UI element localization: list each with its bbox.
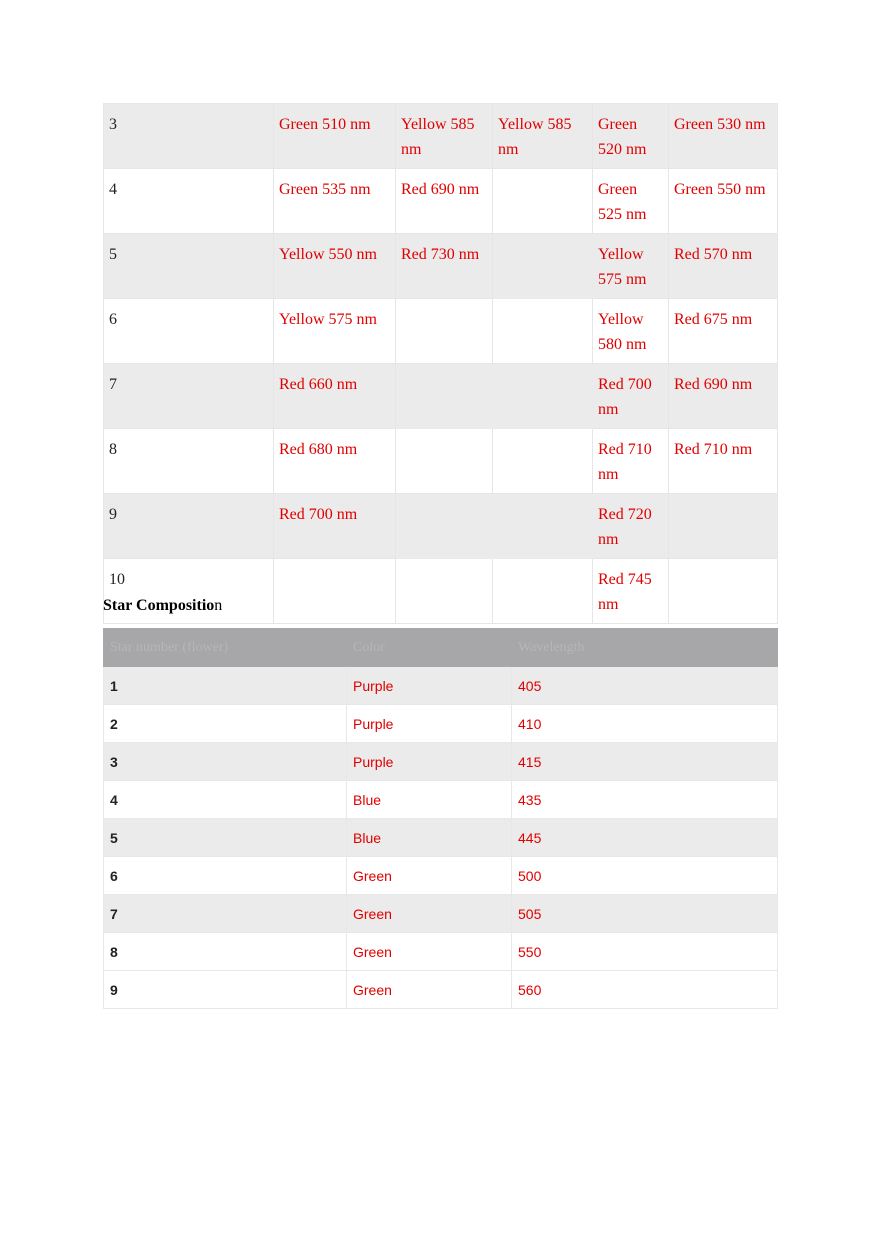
table-cell: Yellow 550 nm: [274, 234, 396, 299]
star-wavelength: 445: [512, 819, 778, 857]
table-cell: Red 680 nm: [274, 429, 396, 494]
table-row: [104, 364, 778, 429]
table-row: [104, 933, 778, 971]
table-row: [104, 169, 778, 234]
table-cell: Red 675 nm: [669, 299, 778, 364]
star-number: 9: [104, 971, 347, 1009]
table-cell: Red 660 nm: [274, 364, 396, 429]
table-cell: [493, 299, 593, 364]
star-number: 5: [104, 819, 347, 857]
table-cell: Red 700 nm: [274, 494, 396, 559]
star-color: Blue: [347, 819, 512, 857]
row-index: 6: [104, 299, 274, 364]
table-cell: [396, 364, 493, 429]
column-header: Color: [347, 629, 512, 667]
star-wavelength: 550: [512, 933, 778, 971]
star-number: 3: [104, 743, 347, 781]
table-row: [104, 971, 778, 1009]
star-wavelength: 505: [512, 895, 778, 933]
table-cell: Green 520 nm: [593, 104, 669, 169]
row-index: 3: [104, 104, 274, 169]
table-row: [104, 895, 778, 933]
table-cell: [493, 559, 593, 624]
star-color: Green: [347, 971, 512, 1009]
star-color: Green: [347, 933, 512, 971]
row-index: 7: [104, 364, 274, 429]
table-cell: Red 690 nm: [669, 364, 778, 429]
star-wavelength: 410: [512, 705, 778, 743]
table-cell: [396, 299, 493, 364]
star-color: Purple: [347, 667, 512, 705]
star-composition-table: [103, 628, 778, 1009]
star-wavelength: 435: [512, 781, 778, 819]
table-cell: Red 700 nm: [593, 364, 669, 429]
table-header-row: [104, 629, 778, 667]
table-cell: Green 510 nm: [274, 104, 396, 169]
table-cell: [396, 429, 493, 494]
table-row: [104, 104, 778, 169]
table-cell: Yellow 585 nm: [493, 104, 593, 169]
table-cell: [274, 559, 396, 624]
table-cell: Green 535 nm: [274, 169, 396, 234]
table-row: [104, 743, 778, 781]
table-cell: Red 710 nm: [593, 429, 669, 494]
star-number: 1: [104, 667, 347, 705]
table-cell: Yellow 575 nm: [593, 234, 669, 299]
table-row: [104, 234, 778, 299]
star-color: Green: [347, 857, 512, 895]
section-heading-tail: n: [214, 597, 223, 614]
table-row: [104, 299, 778, 364]
star-color: Purple: [347, 705, 512, 743]
table-cell: Red 710 nm: [669, 429, 778, 494]
table-cell: [493, 234, 593, 299]
star-number: 8: [104, 933, 347, 971]
row-index: 5: [104, 234, 274, 299]
table-cell: Green 530 nm: [669, 104, 778, 169]
table-cell: [493, 494, 593, 559]
star-color: Green: [347, 895, 512, 933]
table-cell: Green 525 nm: [593, 169, 669, 234]
star-wavelength: 405: [512, 667, 778, 705]
table-cell: Red 745 nm: [593, 559, 669, 624]
table-cell: Red 570 nm: [669, 234, 778, 299]
column-header: Star number (flower): [104, 629, 347, 667]
section-heading-bold: Star Compositio: [103, 597, 215, 614]
row-index: 10: [104, 559, 274, 624]
row-index: 9: [104, 494, 274, 559]
table-row: [104, 781, 778, 819]
section-heading: [103, 597, 222, 615]
table-cell: Yellow 575 nm: [274, 299, 396, 364]
table-cell: Red 720 nm: [593, 494, 669, 559]
table-row: [104, 494, 778, 559]
table-cell: [669, 494, 778, 559]
star-color: Purple: [347, 743, 512, 781]
column-header: Wavelength: [512, 629, 778, 667]
table-cell: Yellow 580 nm: [593, 299, 669, 364]
table-cell: [396, 559, 493, 624]
table-cell: Red 690 nm: [396, 169, 493, 234]
table-row: [104, 429, 778, 494]
table-cell: Yellow 585 nm: [396, 104, 493, 169]
table-row: [104, 857, 778, 895]
star-number: 4: [104, 781, 347, 819]
table-row: [104, 667, 778, 705]
color-wavelength-table: [103, 103, 778, 624]
star-color: Blue: [347, 781, 512, 819]
table-cell: [493, 364, 593, 429]
table-cell: [493, 429, 593, 494]
star-wavelength: 500: [512, 857, 778, 895]
star-number: 7: [104, 895, 347, 933]
table-cell: [493, 169, 593, 234]
table-cell: [396, 494, 493, 559]
star-number: 6: [104, 857, 347, 895]
table-cell: Red 730 nm: [396, 234, 493, 299]
row-index: 4: [104, 169, 274, 234]
star-wavelength: 415: [512, 743, 778, 781]
table-row: [104, 819, 778, 857]
table-row: [104, 705, 778, 743]
star-wavelength: 560: [512, 971, 778, 1009]
row-index: 8: [104, 429, 274, 494]
table-cell: Green 550 nm: [669, 169, 778, 234]
table-cell: [669, 559, 778, 624]
star-number: 2: [104, 705, 347, 743]
